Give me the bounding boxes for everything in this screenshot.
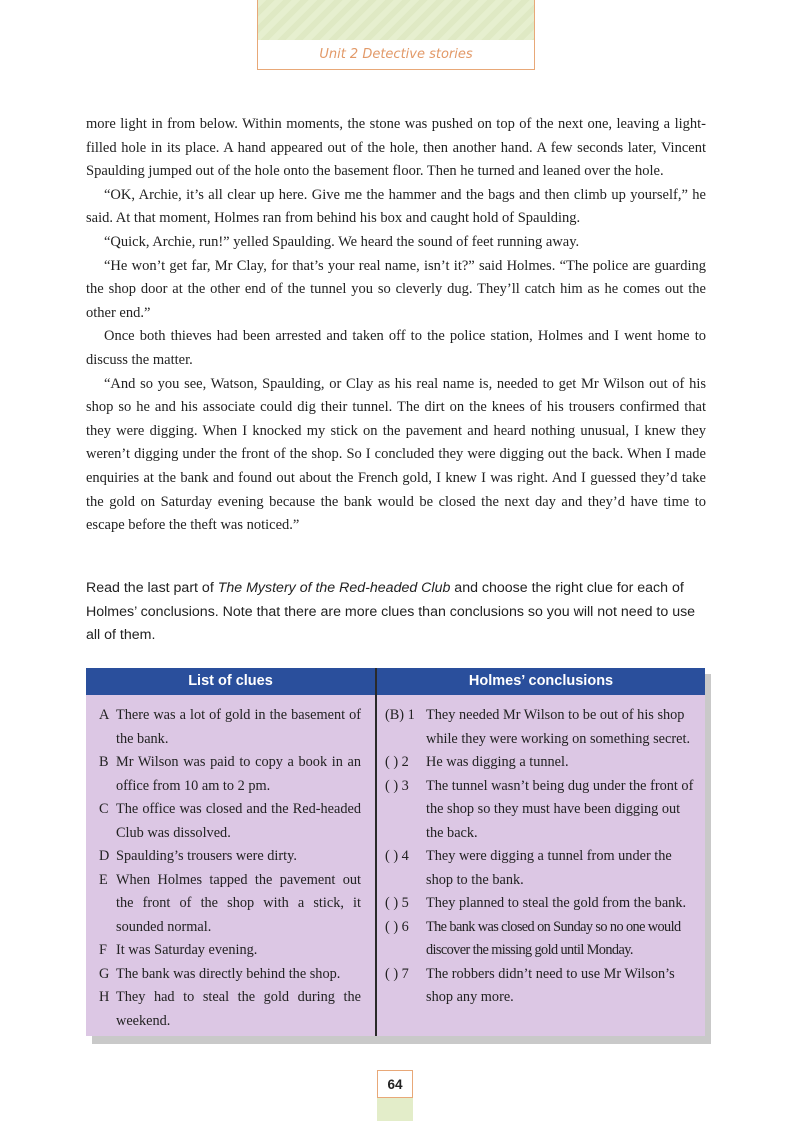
conclusion-answer-number[interactable]: ( ) 2 (385, 754, 409, 770)
clue-letter: E (99, 871, 108, 888)
conclusion-text: The tunnel wasn’t being dug under the front of the shop so they must have been digging out the back. (426, 777, 694, 841)
clue-item (99, 704, 361, 751)
clue-item (99, 751, 361, 798)
conclusion-item (385, 751, 697, 775)
clue-letter: A (99, 707, 110, 723)
conclusion-text: They planned to steal the gold from the bank. (426, 895, 687, 911)
conclusion-answer-number[interactable]: ( ) 6 (385, 918, 409, 935)
clue-letter: G (99, 965, 110, 982)
conclusion-item (385, 704, 697, 751)
story-text (86, 113, 706, 538)
clue-text: It was Saturday evening. (116, 942, 258, 958)
instructions-lead: Read the last part of (86, 580, 218, 596)
conclusions-list (385, 704, 697, 1010)
story-paragraph: “OK, Archie, it’s all clear up here. Give me the hammer and the bags and then climb up yourself,” he said. At that moment, Holmes ran from behind his box and caught hold of Spaulding. (86, 186, 706, 227)
conclusion-item (385, 775, 697, 846)
conclusion-answer-number[interactable]: ( ) 5 (385, 895, 409, 911)
story-paragraph: Once both thieves had been arrested and taken off to the police station, Holmes and I went home to discuss the matter. (86, 328, 706, 368)
story-paragraph: more light in from below. Within moments, the stone was pushed on top of the next one, leaving a light-filled hole in its place. A hand appeared out of the hole, then another hand. A few seconds later, Vincent Spaulding jumped out of the hole onto the basement floor. Then he turned and leaned over the hole. (86, 116, 706, 180)
clue-letter: C (99, 801, 109, 817)
conclusion-text: He was digging a tunnel. (426, 754, 569, 770)
story-paragraph: “And so you see, Watson, Spaulding, or Clay as his real name is, needed to get Mr Wilson out of his shop so he and his associate could dig their tunnel. The dirt on the knees of his trousers confirmed that they were digging. When I knocked my stick on the pavement and heard nothing unusual, I knew they weren’t digging under the front of the shop. So I concluded they were digging out the back. When I made enquiries at the bank and found out about the French gold, I knew I was right. And I guessed they’d take the gold on Saturday evening because the bank would be closed the next day and they’d have time to escape before the theft was noticed.” (86, 375, 706, 534)
clue-item (99, 798, 361, 845)
unit-title: Unit 2 Detective stories (257, 40, 535, 70)
conclusion-answer-number[interactable]: (B) 1 (385, 707, 415, 723)
clues-table (86, 668, 705, 1036)
conclusion-text: They were digging a tunnel from under the shop to the bank. (426, 848, 672, 888)
conclusion-item (385, 916, 697, 963)
table-header (86, 668, 705, 695)
clue-letter: F (99, 942, 107, 958)
clue-text: The office was closed and the Red-headed Club was dissolved. (116, 801, 361, 841)
instructions-rest: and choose the right clue for each of Holmes’ conclusions. Note that there are more clues than conclusions so you will not need to use all of them. (86, 580, 696, 643)
conclusion-answer-number[interactable]: ( ) 4 (385, 848, 409, 864)
conclusion-item (385, 963, 697, 1010)
conclusion-text: The robbers didn’t need to use Mr Wilson’s shop any more. (426, 965, 675, 1005)
clue-text: The bank was directly behind the shop. (116, 965, 341, 982)
conclusion-answer-number[interactable]: ( ) 3 (385, 777, 409, 794)
clues-list (99, 704, 361, 1033)
clue-letter: H (99, 989, 110, 1005)
clue-item (99, 939, 361, 963)
story-paragraph: “Quick, Archie, run!” yelled Spaulding. We heard the sound of feet running away. (104, 233, 580, 250)
page-number: 64 (377, 1070, 413, 1098)
clue-item (99, 845, 361, 869)
column-divider (375, 668, 377, 1036)
conclusion-item (385, 845, 697, 892)
header-holmes-conclusions: Holmes’ conclusions (468, 673, 614, 689)
conclusion-item (385, 892, 697, 916)
story-title: The Mystery of the Red-headed Club (217, 580, 451, 596)
exercise-instructions (86, 577, 711, 648)
clue-text: Spaulding’s trousers were dirty. (116, 848, 297, 864)
header-banner (257, 0, 535, 40)
story-paragraph: “He won’t get far, Mr Clay, for that’s your real name, isn’t it?” said Holmes. “The police are guarding the shop door at the other end of the tunnel you so cleverly dug. They’ll catch him as he comes out the other end.” (86, 257, 706, 321)
conclusion-answer-number[interactable]: ( ) 7 (385, 965, 409, 982)
conclusion-text: They needed Mr Wilson to be out of his shop while they were working on something secret. (426, 707, 691, 747)
header-list-of-clues: List of clues (188, 673, 273, 689)
clue-letter: D (99, 848, 110, 864)
clue-text: There was a lot of gold in the basement of the bank. (116, 707, 361, 747)
clue-item (99, 869, 361, 940)
clue-text: When Holmes tapped the pavement out the front of the shop with a stick, it sounded normal. (116, 871, 361, 935)
clue-item (99, 963, 361, 987)
conclusion-text: The bank was closed on Sunday so no one would discover the missing gold until Monday. (426, 918, 681, 958)
clue-letter: B (99, 754, 109, 770)
clue-text: Mr Wilson was paid to copy a book in an office from 10 am to 2 pm. (116, 754, 361, 794)
clue-text: They had to steal the gold during the weekend. (116, 989, 361, 1029)
clue-item (99, 986, 361, 1033)
